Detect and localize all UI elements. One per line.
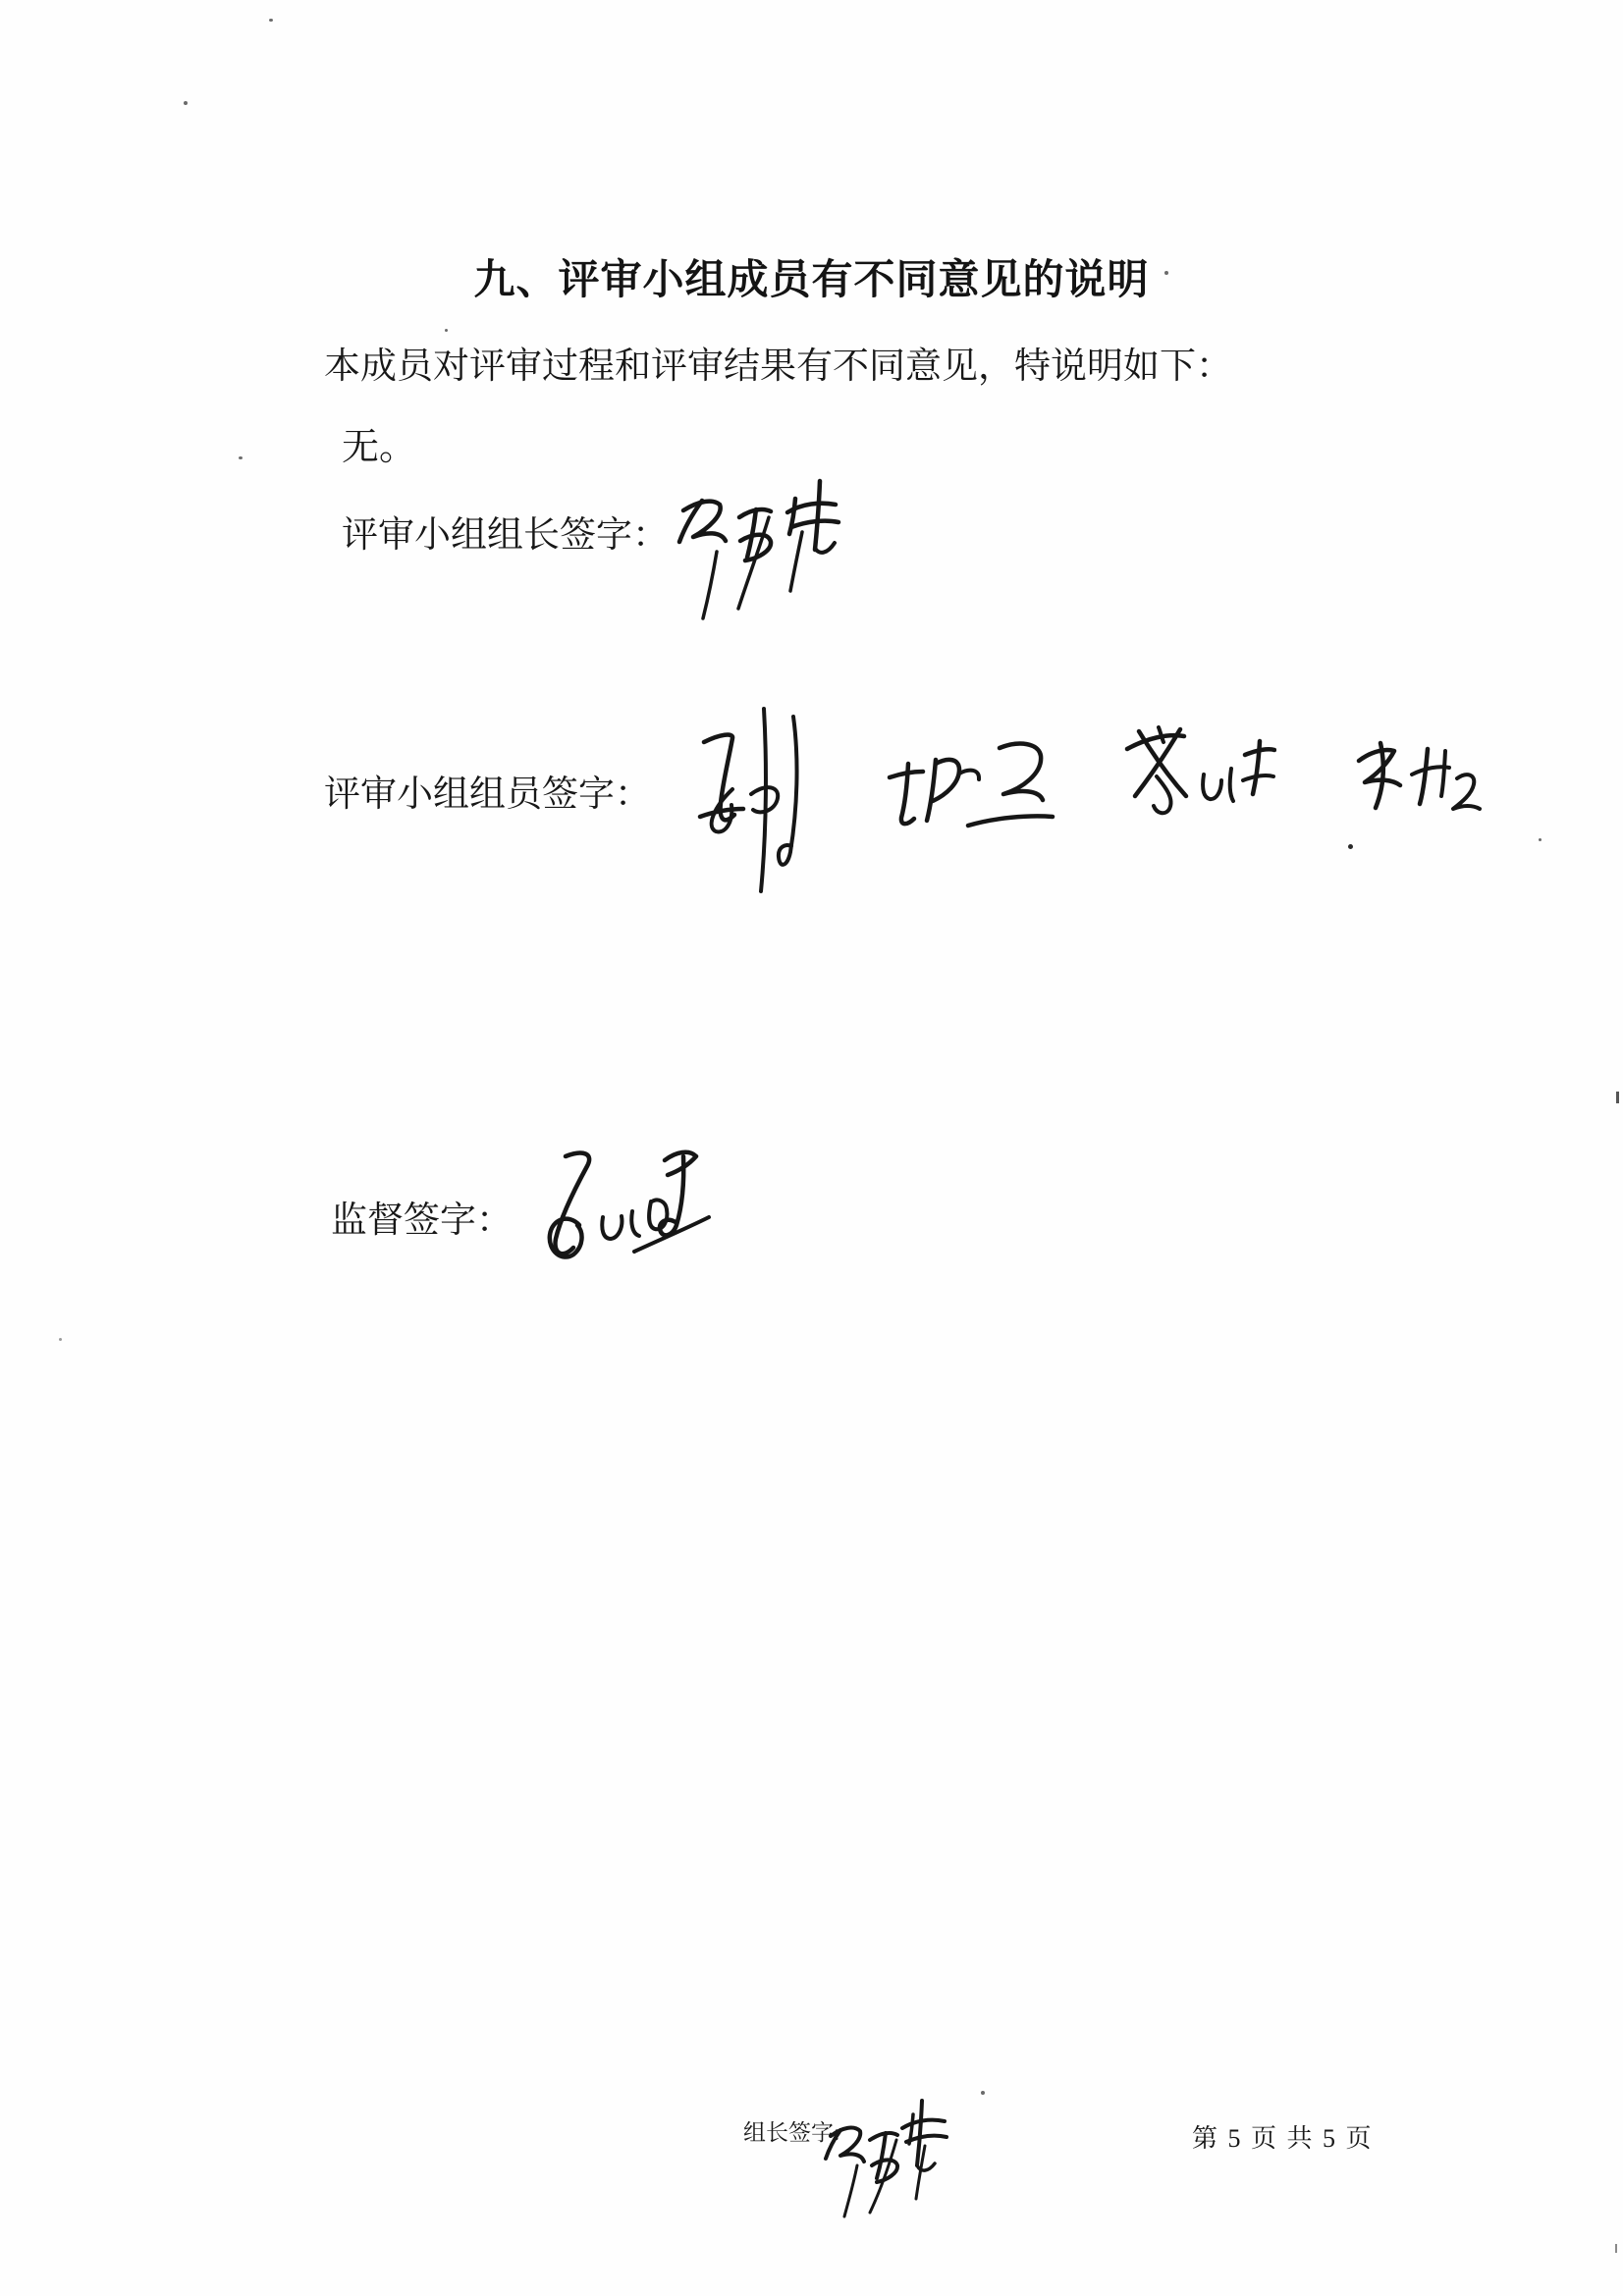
scan-speck [184,101,188,105]
statement-answer: 无。 [342,427,417,468]
statement-paragraph: 本成员对评审过程和评审结果有不同意见，特说明如下： [324,347,1232,387]
leader-signature-label: 评审小组组长签字： [342,515,669,556]
scan-speck [269,19,273,22]
member-signature-4 [1351,731,1496,829]
scan-speck [1539,838,1542,841]
member-signature-2 [884,726,1060,836]
leader-signature [671,471,852,630]
scan-edge-mark [1615,2244,1617,2253]
scan-speck [981,2091,985,2095]
scan-speck [1164,271,1168,275]
scan-speck [445,329,448,332]
scan-speck [239,456,243,459]
footer-leader-signature-label: 组长签字: [743,2120,840,2145]
member-signature-3 [1119,720,1276,839]
scan-speck [59,1338,62,1341]
scan-edge-mark [1616,1092,1619,1103]
supervisor-signature-label: 监督签字： [331,1201,513,1241]
scan-speck [1348,844,1353,849]
member-signature-1 [692,699,825,903]
members-signature-label: 评审小组组员签字： [324,774,651,815]
supervisor-signature [540,1141,715,1270]
section-title: 九、评审小组成员有不同意见的说明 [473,258,1150,303]
page-number: 第 5 页 共 5 页 [1192,2124,1374,2153]
footer-leader-signature [823,2083,960,2220]
